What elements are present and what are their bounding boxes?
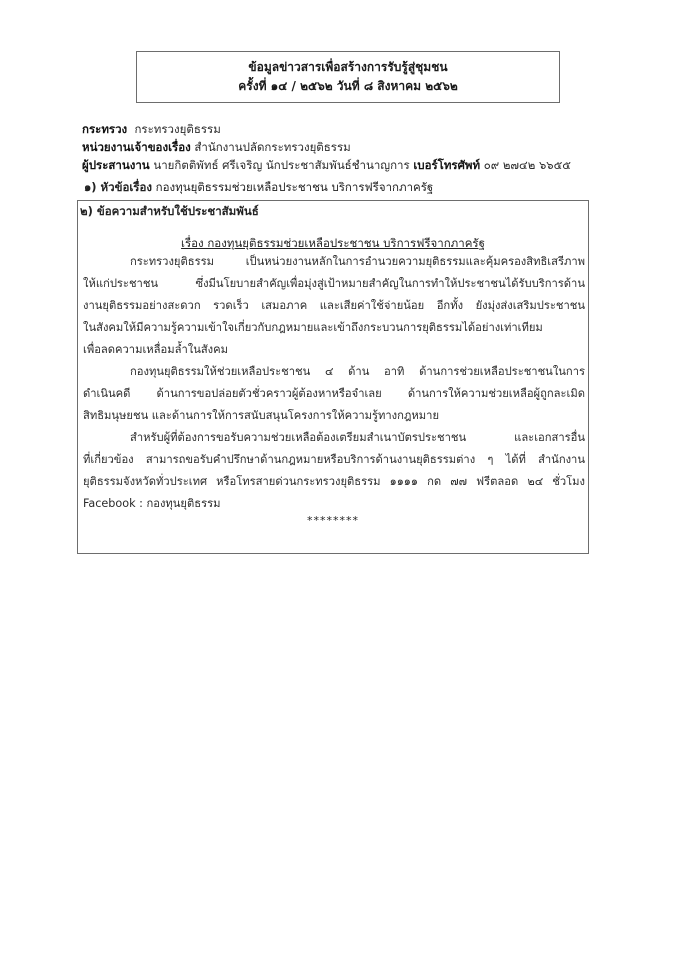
ministry-value: กระทรวงยุติธรรม	[134, 122, 221, 136]
pr-section-heading: ๒) ข้อความสำหรับใช้ประชาสัมพันธ์	[80, 204, 259, 218]
topic-label: ๑) หัวข้อเรื่อง	[84, 180, 152, 194]
paragraph-line: Facebook : กองทุนยุติธรรม	[83, 497, 221, 510]
paragraph-line: กองทุนยุติธรรมให้ช่วยเหลือประชาชน ๔ ด้าน อาทิ ด้านการช่วยเหลือประชาชนในการ	[130, 365, 585, 378]
agency-value: สำนักงานปลัดกระทรวงยุติธรรม	[194, 140, 351, 154]
coordinator-line	[82, 157, 571, 173]
paragraph-line: ยุติธรรมจังหวัดทั่วประเทศ หรือโทรสายด่วนกระทรวงยุติธรรม ๑๑๑๑ กด ๗๗ ฟรีตลอด ๒๔ ชั่วโมง	[83, 475, 585, 488]
phone-value: ๐๙ ๒๗๔๒ ๖๖๕๕	[483, 158, 571, 172]
paragraph-3	[83, 427, 585, 515]
document-issue-date: ครั้งที่ ๑๔ / ๒๕๖๒ วันที่ ๘ สิงหาคม ๒๕๖๒	[238, 79, 458, 93]
ministry-line	[82, 121, 221, 137]
paragraph-line: ให้แก่ประชาชน ซึ่งมีนโยบายสำคัญเพื่อมุ่งสู่เป้าหมายสำคัญในการทำให้ประชาชนได้รับบริการด้าน	[83, 277, 585, 290]
end-marker: ********	[307, 514, 359, 527]
coordinator-label: ผู้ประสานงาน	[82, 158, 150, 172]
document-title-box	[136, 51, 560, 103]
paragraph-line: สำหรับผู้ที่ต้องการขอรับความช่วยเหลือต้องเตรียมสำเนาบัตรประชาชน และเอกสารอื่น	[130, 431, 585, 444]
paragraph-line: ดำเนินคดี ด้านการขอปล่อยตัวชั่วคราวผู้ต้องหาหรือจำเลย ด้านการให้ความช่วยเหลือผู้ถูกละเมิด	[83, 387, 585, 400]
topic-line	[84, 179, 433, 195]
paragraph-line: ที่เกี่ยวข้อง สามารถขอรับคำปรึกษาด้านกฎหมายหรือบริการด้านงานยุติธรรมต่าง ๆ ได้ที่ สำนักงาน	[83, 453, 585, 466]
coordinator-value: นายกิตติพัทธ์ ศรีเจริญ นักประชาสัมพันธ์ชำนาญการ	[153, 158, 410, 172]
topic-value: กองทุนยุติธรรมช่วยเหลือประชาชน บริการฟรีจากภาครัฐ	[155, 180, 434, 194]
paragraph-line: กระทรวงยุติธรรม เป็นหน่วยงานหลักในการอำนวยความยุติธรรมและคุ้มครองสิทธิเสรีภาพ	[130, 255, 585, 268]
paragraph-1	[83, 251, 585, 361]
phone-label: เบอร์โทรศัพท์	[413, 158, 481, 172]
ministry-label: กระทรวง	[82, 122, 128, 136]
paragraph-line: ในสังคมให้มีความรู้ความเข้าใจเกี่ยวกับกฎหมายและเข้าถึงกระบวนการยุติธรรมได้อย่างเท่าเทียม	[83, 321, 543, 334]
agency-line	[82, 139, 351, 155]
paragraph-line: เพื่อลดความเหลื่อมล้ำในสังคม	[83, 343, 229, 356]
agency-label: หน่วยงานเจ้าของเรื่อง	[82, 140, 191, 154]
pr-message-box	[77, 200, 589, 554]
paragraph-line: สิทธิมนุษยชน และด้านการให้การสนับสนุนโครงการให้ความรู้ทางกฎหมาย	[83, 409, 440, 422]
pr-subject: เรื่อง กองทุนยุติธรรมช่วยเหลือประชาชน บริการฟรีจากภาครัฐ	[181, 236, 485, 250]
paragraph-2	[83, 361, 585, 427]
paragraph-line: งานยุติธรรมอย่างสะดวก รวดเร็ว เสมอภาค และเสียค่าใช้จ่ายน้อย อีกทั้ง ยังมุ่งส่งเสริมประชาชน	[83, 299, 585, 312]
document-title: ข้อมูลข่าวสารเพื่อสร้างการรับรู้สู่ชุมชน	[248, 60, 448, 74]
